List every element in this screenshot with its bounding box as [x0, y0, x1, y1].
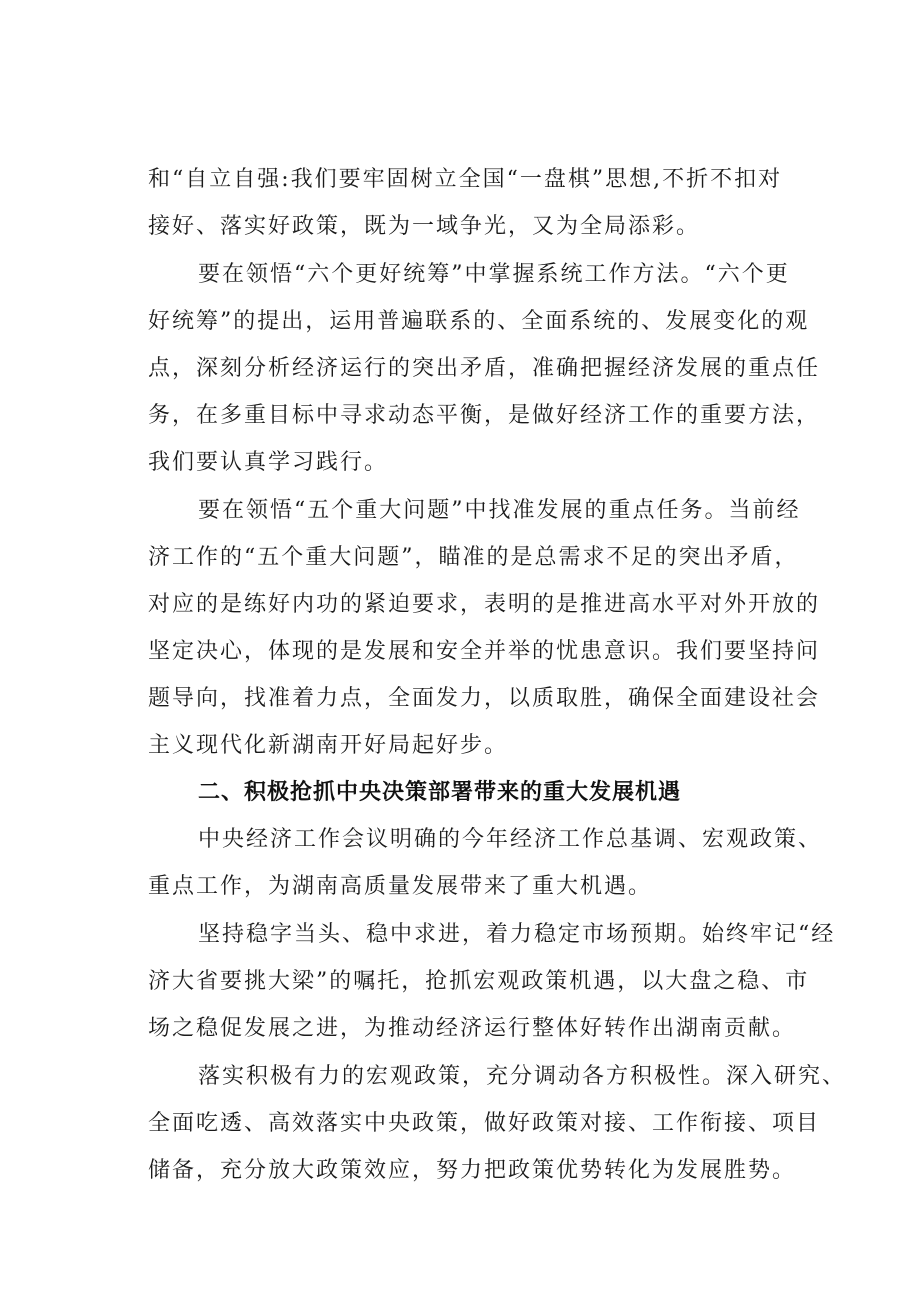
text-line: 储备，充分放大政策效应，努力把政策优势转化为发展胜势。: [148, 1158, 797, 1183]
paragraph-first-line: 坚持稳字当头、稳中求进，着力稳定市场预期。始终牢记“经: [198, 922, 836, 947]
text-line: 场之稳促发展之进，为推动经济运行整体好转作出湖南贡献。: [148, 1016, 797, 1041]
paragraph-first-line: 要在领悟“六个更好统筹”中掌握系统工作方法。“六个更: [198, 262, 790, 287]
text-line: 重点工作，为湖南高质量发展带来了重大机遇。: [148, 874, 653, 899]
text-line: 坚定决心，体现的是发展和安全并举的忧患意识。我们要坚持问: [148, 639, 821, 664]
text-line: 务，在多重目标中寻求动态平衡，是做好经济工作的重要方法，: [148, 403, 821, 428]
paragraph-first-line: 落实积极有力的宏观政策，充分调动各方积极性。深入研究、: [198, 1064, 847, 1089]
paragraph-first-line: 中央经济工作会议明确的今年经济工作总基调、宏观政策、: [198, 827, 823, 852]
text-line: 我们要认真学习践行。: [148, 450, 389, 475]
text-line: 济大省要挑大梁”的嘱托，抢抓宏观政策机遇，以大盘之稳、市: [148, 969, 810, 994]
paragraph-first-line: 要在领悟“五个重大问题”中找准发展的重点任务。当前经: [198, 498, 801, 523]
text-line: 济工作的“五个重大问题”，瞄准的是总需求不足的突出矛盾，: [148, 545, 799, 570]
text-line: 全面吃透、高效落实中央政策，做好政策对接、工作衔接、项目: [148, 1111, 821, 1136]
text-line: 和“自立自强:我们要牢固树立全国“一盘棋”思想,不折不扣对: [148, 167, 783, 192]
text-line: 对应的是练好内功的紧迫要求，表明的是推进高水平对外开放的: [148, 592, 821, 617]
text-line: 点，深刻分析经济运行的突出矛盾，准确把握经济发展的重点任: [148, 356, 821, 381]
text-line: 好统筹”的提出，运用普遍联系的、全面系统的、发展变化的观: [148, 309, 810, 334]
text-line: 题导向，找准着力点，全面发力，以质取胜，确保全面建设社会: [148, 686, 821, 711]
text-line: 主义现代化新湖南开好局起好步。: [148, 733, 509, 758]
text-line: 接好、落实好政策，既为一域争光，又为全局添彩。: [148, 214, 701, 239]
section-heading: 二、积极抢抓中央决策部署带来的重大发展机遇: [198, 780, 682, 805]
